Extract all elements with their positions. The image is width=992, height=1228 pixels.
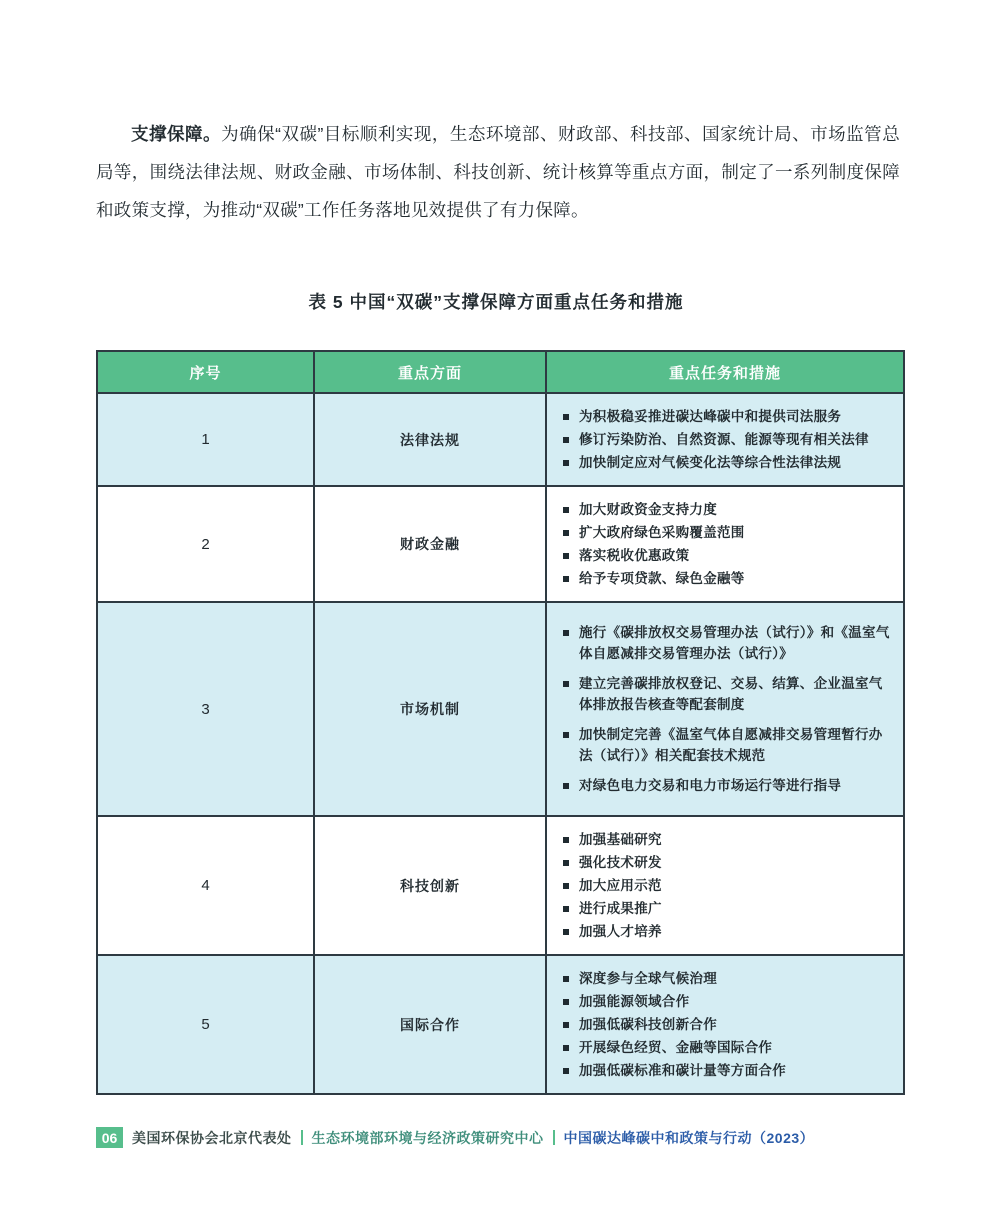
measures-cell xyxy=(546,955,904,1094)
measures-list xyxy=(561,622,893,796)
page-footer xyxy=(96,1127,926,1148)
table-row xyxy=(97,486,904,602)
support-measures-table xyxy=(96,350,905,1095)
measure-text: 加快制定应对气候变化法等综合性法律法规 xyxy=(579,455,842,470)
measure-text: 落实税收优惠政策 xyxy=(579,548,690,563)
measures-cell xyxy=(546,602,904,816)
row-number-cell: 1 xyxy=(97,393,314,486)
row-number-cell: 4 xyxy=(97,816,314,955)
measures-list xyxy=(561,829,893,942)
measure-item xyxy=(561,852,893,873)
bullet-square-icon xyxy=(563,507,569,513)
footer-document-title: 中国碳达峰碳中和政策与行动（2023） xyxy=(563,1129,815,1146)
bullet-square-icon xyxy=(563,414,569,420)
bullet-square-icon xyxy=(563,553,569,559)
measure-text: 加强基础研究 xyxy=(579,832,662,847)
measures-list xyxy=(561,406,893,473)
measure-item xyxy=(561,673,893,715)
measure-item xyxy=(561,522,893,543)
measure-item xyxy=(561,452,893,473)
measure-text: 扩大政府绿色采购覆盖范围 xyxy=(579,525,745,540)
row-number-cell: 5 xyxy=(97,955,314,1094)
bullet-square-icon xyxy=(563,1022,569,1028)
measure-text: 加强人才培养 xyxy=(579,924,662,939)
footer-org-policy-research-center: 生态环境部环境与经济政策研究中心 xyxy=(311,1129,544,1146)
measure-text: 加强低碳标准和碳计量等方面合作 xyxy=(579,1063,786,1078)
measure-text: 加强能源领域合作 xyxy=(579,994,690,1009)
bullet-square-icon xyxy=(563,630,569,636)
measures-cell xyxy=(546,816,904,955)
paragraph-body: 为确保“双碳”目标顺利实现，生态环境部、财政部、科技部、国家统计局、市场监管总局等，围绕法律法规、财政金融、市场体制、科技创新、统计核算等重点方面，制定了一系列制度保障和政策支撑，为推动“双碳”工作任务落地见效提供了有力保障。 xyxy=(96,124,900,220)
measure-item xyxy=(561,968,893,989)
measure-text: 修订污染防治、自然资源、能源等现有相关法律 xyxy=(579,432,869,447)
measure-item xyxy=(561,775,893,796)
footer-divider-icon xyxy=(301,1130,303,1145)
bullet-square-icon xyxy=(563,437,569,443)
key-aspect-cell: 科技创新 xyxy=(314,816,546,955)
measure-item xyxy=(561,499,893,520)
key-aspect-cell: 市场机制 xyxy=(314,602,546,816)
measure-text: 建立完善碳排放权登记、交易、结算、企业温室气体排放报告核查等配套制度 xyxy=(579,676,883,712)
measures-cell xyxy=(546,486,904,602)
measures-list xyxy=(561,968,893,1081)
measure-item xyxy=(561,875,893,896)
measure-text: 加快制定完善《温室气体自愿减排交易管理暂行办法（试行）》相关配套技术规范 xyxy=(579,727,883,763)
table-title: 表 5 中国“双碳”支撑保障方面重点任务和措施 xyxy=(308,292,684,312)
measures-list xyxy=(561,499,893,589)
bullet-square-icon xyxy=(563,530,569,536)
measure-item xyxy=(561,829,893,850)
measure-text: 给予专项贷款、绿色金融等 xyxy=(579,571,745,586)
measure-text: 进行成果推广 xyxy=(579,901,662,916)
table-row xyxy=(97,816,904,955)
bullet-square-icon xyxy=(563,860,569,866)
measure-item xyxy=(561,1060,893,1081)
measure-item xyxy=(561,921,893,942)
measure-text: 为积极稳妥推进碳达峰碳中和提供司法服务 xyxy=(579,409,842,424)
row-number-cell: 2 xyxy=(97,486,314,602)
measures-cell xyxy=(546,393,904,486)
paragraph-lead: 支撑保障。 xyxy=(131,124,222,144)
measure-item xyxy=(561,429,893,450)
column-header-no: 序号 xyxy=(97,351,314,393)
bullet-square-icon xyxy=(563,1068,569,1074)
measure-item xyxy=(561,1037,893,1058)
measure-text: 加大应用示范 xyxy=(579,878,662,893)
measure-item xyxy=(561,898,893,919)
bullet-square-icon xyxy=(563,783,569,789)
bullet-square-icon xyxy=(563,929,569,935)
measure-text: 施行《碳排放权交易管理办法（试行）》和《温室气体自愿减排交易管理办法（试行）》 xyxy=(579,625,890,661)
measure-text: 开展绿色经贸、金融等国际合作 xyxy=(579,1040,773,1055)
measure-text: 强化技术研发 xyxy=(579,855,662,870)
measure-text: 对绿色电力交易和电力市场运行等进行指导 xyxy=(579,778,842,793)
bullet-square-icon xyxy=(563,999,569,1005)
table-row xyxy=(97,955,904,1094)
bullet-square-icon xyxy=(563,732,569,738)
measure-item xyxy=(561,545,893,566)
measure-item xyxy=(561,568,893,589)
key-aspect-cell: 财政金融 xyxy=(314,486,546,602)
measure-item xyxy=(561,991,893,1012)
column-header-measures: 重点任务和措施 xyxy=(546,351,904,393)
bullet-square-icon xyxy=(563,1045,569,1051)
measure-item xyxy=(561,724,893,766)
bullet-square-icon xyxy=(563,837,569,843)
bullet-square-icon xyxy=(563,576,569,582)
measure-text: 加强低碳科技创新合作 xyxy=(579,1017,717,1032)
bullet-square-icon xyxy=(563,976,569,982)
key-aspect-cell: 法律法规 xyxy=(314,393,546,486)
measure-text: 加大财政资金支持力度 xyxy=(579,502,717,517)
measure-text: 深度参与全球气候治理 xyxy=(579,971,717,986)
intro-paragraph xyxy=(96,115,900,229)
footer-divider-icon xyxy=(553,1130,555,1145)
page-number-badge: 06 xyxy=(96,1127,123,1148)
measure-item xyxy=(561,622,893,664)
table-row xyxy=(97,393,904,486)
bullet-square-icon xyxy=(563,883,569,889)
measure-item xyxy=(561,406,893,427)
table-row xyxy=(97,602,904,816)
row-number-cell: 3 xyxy=(97,602,314,816)
key-aspect-cell: 国际合作 xyxy=(314,955,546,1094)
column-header-aspect: 重点方面 xyxy=(314,351,546,393)
footer-org-epa-beijing: 美国环保协会北京代表处 xyxy=(132,1129,292,1146)
bullet-square-icon xyxy=(563,460,569,466)
bullet-square-icon xyxy=(563,906,569,912)
measure-item xyxy=(561,1014,893,1035)
table-header-row xyxy=(97,351,904,393)
bullet-square-icon xyxy=(563,681,569,687)
